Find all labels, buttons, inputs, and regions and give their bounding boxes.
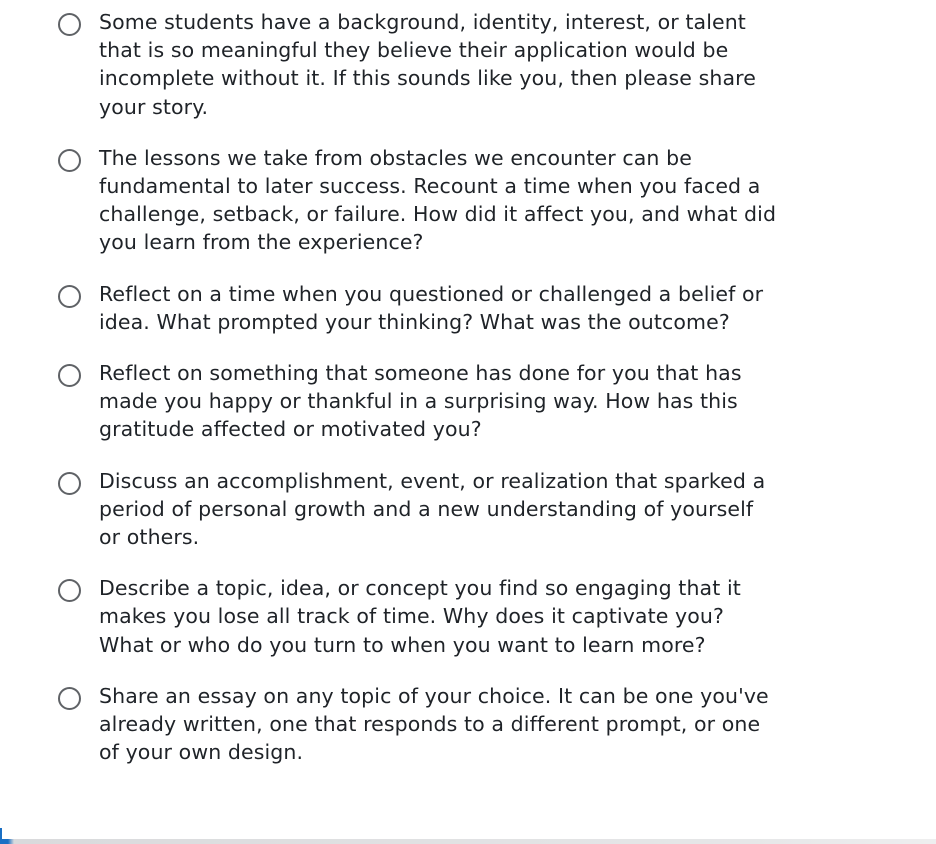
prompt-text-1: Some students have a background, identity, interest, or talent that is so meaningful they believe their application would be incomplete without it. If this sounds like you, then please share your story. — [99, 10, 756, 119]
prompt-text-5: Discuss an accomplishment, event, or realization that sparked a period of personal growth and a new understanding of yourself or others. — [99, 468, 766, 550]
prompt-text-3: Reflect on a time when you questioned or challenged a belief or idea. What prompted your thinking? What was the outcome? — [99, 281, 764, 334]
radio-button-5[interactable] — [58, 472, 81, 495]
radio-button-4[interactable] — [58, 364, 81, 387]
bottom-divider — [0, 839, 936, 844]
radio-button-6[interactable] — [58, 579, 81, 602]
prompt-option-7[interactable] — [58, 682, 778, 767]
prompt-option-1[interactable] — [58, 8, 778, 121]
essay-prompt-list — [58, 8, 778, 766]
prompt-option-3[interactable] — [58, 280, 778, 336]
radio-button-2[interactable] — [58, 149, 81, 172]
prompt-text-4: Reflect on something that someone has done for you that has made you happy or thankful in a surprising way. How has this gratitude affected or motivated you? — [99, 361, 742, 442]
prompt-option-4[interactable] — [58, 359, 778, 444]
prompt-option-2[interactable] — [58, 144, 778, 257]
prompt-option-6[interactable] — [58, 574, 778, 659]
prompt-text-2: The lessons we take from obstacles we encounter can be fundamental to later success. Recount a time when you faced a challenge, setback, or failure. How did it affect you, and what did you learn from the experience? — [99, 145, 777, 255]
radio-button-7[interactable] — [58, 687, 81, 710]
prompt-text-7: Share an essay on any topic of your choice. It can be one you've already written, one that responds to a different prompt, or one of your own design. — [99, 683, 769, 765]
radio-button-3[interactable] — [58, 285, 81, 308]
prompt-text-6: Describe a topic, idea, or concept you find so engaging that it makes you lose all track of time. Why does it captivate you? What or who do you turn to when you want to learn more? — [99, 576, 741, 657]
prompt-option-5[interactable] — [58, 467, 778, 552]
radio-button-1[interactable] — [58, 13, 81, 36]
